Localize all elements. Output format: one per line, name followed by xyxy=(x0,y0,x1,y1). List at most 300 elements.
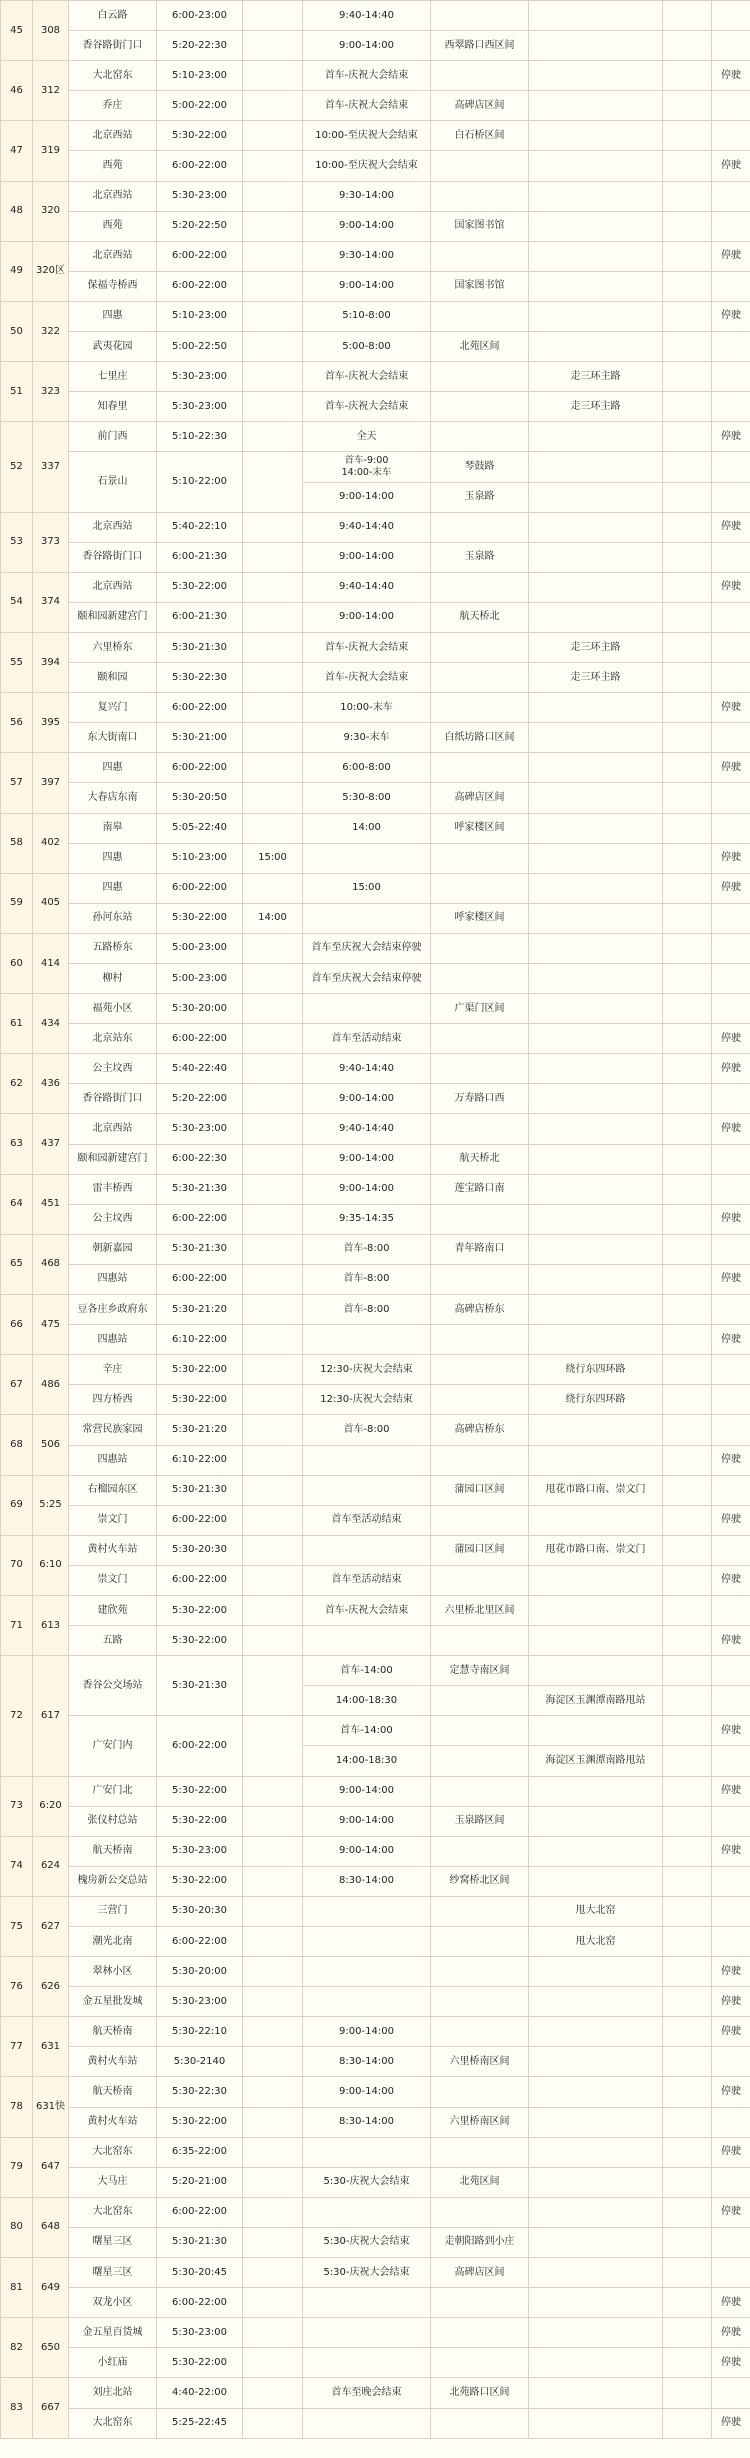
route-number: 436 xyxy=(33,1054,69,1114)
short-turn-range: 青年路南口 xyxy=(431,1234,529,1264)
pause-time xyxy=(243,1535,303,1565)
adjust-period: 5:30-庆祝大会结束 xyxy=(303,2258,431,2288)
detour-note xyxy=(529,873,663,903)
short-turn-range xyxy=(431,1264,529,1294)
detour-note xyxy=(529,753,663,783)
adjust-period: 9:00-14:00 xyxy=(303,542,431,572)
station-name: 六里桥东 xyxy=(69,632,157,662)
short-turn-range: 琴鼓路 xyxy=(431,452,529,482)
short-turn-range: 白石桥区间 xyxy=(431,121,529,151)
table-row xyxy=(1,994,750,1024)
detour-note xyxy=(529,2137,663,2167)
station-name: 广安门内 xyxy=(69,1716,157,1776)
station-name: 四方桥西 xyxy=(69,1385,157,1415)
suspend-flag: 停驶 xyxy=(712,2288,750,2318)
table-row xyxy=(1,2258,750,2288)
suspend-flag: 停驶 xyxy=(712,843,750,873)
blank-cell xyxy=(663,1806,712,1836)
short-turn-range: 万寿路口西 xyxy=(431,1084,529,1114)
short-turn-range xyxy=(431,1,529,31)
operating-hours: 6:35-22:00 xyxy=(157,2137,243,2167)
suspend-flag xyxy=(712,1295,750,1325)
pause-time xyxy=(243,2077,303,2107)
station-name: 知春里 xyxy=(69,392,157,422)
pause-time xyxy=(243,332,303,362)
table-body xyxy=(1,1,750,2439)
blank-cell xyxy=(663,1264,712,1294)
row-index: 47 xyxy=(1,121,33,181)
blank-cell xyxy=(663,1415,712,1445)
short-turn-range: 高碑店区间 xyxy=(431,783,529,813)
route-number: 624 xyxy=(33,1836,69,1896)
operating-hours: 6:00-22:00 xyxy=(157,753,243,783)
table-row xyxy=(1,753,750,783)
pause-time xyxy=(243,512,303,542)
table-row xyxy=(1,1806,750,1836)
blank-cell xyxy=(663,1776,712,1806)
short-turn-range xyxy=(431,572,529,602)
short-turn-range: 航天桥北 xyxy=(431,602,529,632)
suspend-flag xyxy=(712,632,750,662)
station-name: 西苑 xyxy=(69,211,157,241)
pause-time xyxy=(243,1716,303,1776)
adjust-period xyxy=(303,2348,431,2378)
station-name: 香谷路街门口 xyxy=(69,542,157,572)
short-turn-range xyxy=(431,362,529,392)
blank-cell xyxy=(663,873,712,903)
suspend-flag xyxy=(712,332,750,362)
blank-cell xyxy=(663,1866,712,1896)
blank-cell xyxy=(663,1295,712,1325)
short-turn-range: 六里桥北里区间 xyxy=(431,1595,529,1625)
operating-hours: 6:00-23:00 xyxy=(157,1,243,31)
operating-hours: 6:00-21:30 xyxy=(157,602,243,632)
row-index: 77 xyxy=(1,2017,33,2077)
table-row xyxy=(1,2107,750,2137)
detour-note: 绕行东四环路 xyxy=(529,1385,663,1415)
route-number: 475 xyxy=(33,1295,69,1355)
suspend-flag xyxy=(712,1535,750,1565)
operating-hours: 5:30-21:00 xyxy=(157,723,243,753)
station-name: 北京西站 xyxy=(69,572,157,602)
table-row xyxy=(1,542,750,572)
short-turn-range: 高碑店区间 xyxy=(431,2258,529,2288)
blank-cell xyxy=(663,602,712,632)
table-row xyxy=(1,2197,750,2227)
operating-hours: 5:20-22:30 xyxy=(157,31,243,61)
adjust-period xyxy=(303,2197,431,2227)
blank-cell xyxy=(663,241,712,271)
operating-hours: 5:30-21:30 xyxy=(157,2227,243,2257)
adjust-period: 9:00-14:00 xyxy=(303,2077,431,2107)
operating-hours: 6:00-22:00 xyxy=(157,1024,243,1054)
operating-hours: 6:10-22:00 xyxy=(157,1325,243,1355)
table-row xyxy=(1,392,750,422)
suspend-flag: 停驶 xyxy=(712,873,750,903)
short-turn-range: 白纸坊路口区间 xyxy=(431,723,529,753)
pause-time xyxy=(243,1987,303,2017)
detour-note: 走三环主路 xyxy=(529,362,663,392)
route-number: 631 xyxy=(33,2017,69,2077)
suspend-flag xyxy=(712,1595,750,1625)
blank-cell xyxy=(663,1325,712,1355)
operating-hours: 5:30-22:00 xyxy=(157,1626,243,1656)
operating-hours: 5:30-20:00 xyxy=(157,1957,243,1987)
station-name: 右榴园东区 xyxy=(69,1475,157,1505)
suspend-flag: 停驶 xyxy=(712,753,750,783)
blank-cell xyxy=(663,1716,712,1746)
short-turn-range xyxy=(431,2348,529,2378)
station-name: 复兴门 xyxy=(69,693,157,723)
operating-hours: 5:20-22:00 xyxy=(157,1084,243,1114)
adjust-period: 9:40-14:40 xyxy=(303,1,431,31)
detour-note xyxy=(529,422,663,452)
route-number: 6:20 xyxy=(33,1776,69,1836)
blank-cell xyxy=(663,1595,712,1625)
table-row xyxy=(1,1084,750,1114)
blank-cell xyxy=(663,2258,712,2288)
station-name: 四惠 xyxy=(69,301,157,331)
adjust-period: 首车-庆祝大会结束 xyxy=(303,663,431,693)
blank-cell xyxy=(663,452,712,482)
pause-time xyxy=(243,241,303,271)
row-index: 78 xyxy=(1,2077,33,2137)
suspend-flag xyxy=(712,211,750,241)
adjust-period: 5:30-庆祝大会结束 xyxy=(303,2227,431,2257)
blank-cell xyxy=(663,663,712,693)
table-row xyxy=(1,1024,750,1054)
operating-hours: 5:30-21:30 xyxy=(157,1234,243,1264)
blank-cell xyxy=(663,753,712,783)
row-index: 51 xyxy=(1,362,33,422)
short-turn-range: 六里桥南区间 xyxy=(431,2107,529,2137)
pause-time xyxy=(243,362,303,392)
blank-cell xyxy=(663,2227,712,2257)
short-turn-range: 定慧寺南区间 xyxy=(431,1656,529,1686)
detour-note: 甩大北窑 xyxy=(529,1896,663,1926)
adjust-period: 10:00-至庆祝大会结束 xyxy=(303,151,431,181)
suspend-flag xyxy=(712,271,750,301)
adjust-period: 首车-14:00 xyxy=(303,1716,431,1746)
table-row xyxy=(1,1234,750,1264)
short-turn-range xyxy=(431,964,529,994)
station-name: 颐和园新建宫门 xyxy=(69,1144,157,1174)
route-number: 312 xyxy=(33,61,69,121)
operating-hours: 5:00-23:00 xyxy=(157,964,243,994)
blank-cell xyxy=(663,2167,712,2197)
blank-cell xyxy=(663,1535,712,1565)
short-turn-range xyxy=(431,1505,529,1535)
suspend-flag xyxy=(712,1896,750,1926)
station-name: 公主坟西 xyxy=(69,1204,157,1234)
short-turn-range xyxy=(431,151,529,181)
adjust-period: 首车-8:00 xyxy=(303,1295,431,1325)
adjust-period: 首车-庆祝大会结束 xyxy=(303,632,431,662)
suspend-flag: 停驶 xyxy=(712,2348,750,2378)
route-number: 613 xyxy=(33,1595,69,1655)
row-index: 57 xyxy=(1,753,33,813)
adjust-period: 6:00-8:00 xyxy=(303,753,431,783)
detour-note xyxy=(529,91,663,121)
pause-time xyxy=(243,1295,303,1325)
row-index: 64 xyxy=(1,1174,33,1234)
row-index: 79 xyxy=(1,2137,33,2197)
station-name: 北京西站 xyxy=(69,121,157,151)
short-turn-range xyxy=(431,1355,529,1385)
pause-time xyxy=(243,2318,303,2348)
operating-hours: 5:30-23:00 xyxy=(157,362,243,392)
table-row xyxy=(1,1054,750,1084)
detour-note xyxy=(529,181,663,211)
adjust-period: 9:30-14:00 xyxy=(303,241,431,271)
blank-cell xyxy=(663,1746,712,1776)
short-turn-range: 北苑区间 xyxy=(431,332,529,362)
row-index: 75 xyxy=(1,1896,33,1956)
blank-cell xyxy=(663,31,712,61)
adjust-period: 首车-庆祝大会结束 xyxy=(303,362,431,392)
blank-cell xyxy=(663,1234,712,1264)
pause-time xyxy=(243,1084,303,1114)
station-name: 福苑小区 xyxy=(69,994,157,1024)
operating-hours: 5:25-22:45 xyxy=(157,2408,243,2438)
station-name: 大北窑东 xyxy=(69,2137,157,2167)
table-row xyxy=(1,1505,750,1535)
pause-time xyxy=(243,2107,303,2137)
route-number: 320 xyxy=(33,181,69,241)
adjust-period xyxy=(303,2408,431,2438)
detour-note xyxy=(529,332,663,362)
table-row xyxy=(1,301,750,331)
detour-note xyxy=(529,1716,663,1746)
short-turn-range xyxy=(431,693,529,723)
short-turn-range xyxy=(431,2318,529,2348)
adjust-period: 首车至庆祝大会结束停驶 xyxy=(303,933,431,963)
station-name: 北京西站 xyxy=(69,181,157,211)
blank-cell xyxy=(663,2408,712,2438)
pause-time xyxy=(243,452,303,512)
adjust-period xyxy=(303,1445,431,1475)
operating-hours: 5:10-23:00 xyxy=(157,61,243,91)
detour-note xyxy=(529,512,663,542)
detour-note xyxy=(529,1565,663,1595)
suspend-flag xyxy=(712,2107,750,2137)
table-row xyxy=(1,1385,750,1415)
blank-cell xyxy=(663,632,712,662)
table-row xyxy=(1,2288,750,2318)
table-row xyxy=(1,1626,750,1656)
detour-note xyxy=(529,542,663,572)
station-name: 张仪村总站 xyxy=(69,1806,157,1836)
blank-cell xyxy=(663,271,712,301)
detour-note xyxy=(529,572,663,602)
detour-note xyxy=(529,1204,663,1234)
station-name: 孙河东站 xyxy=(69,903,157,933)
adjust-period: 首车-8:00 xyxy=(303,1264,431,1294)
station-name: 保福寺桥西 xyxy=(69,271,157,301)
detour-note xyxy=(529,1987,663,2017)
suspend-flag xyxy=(712,1656,750,1686)
suspend-flag: 停驶 xyxy=(712,2137,750,2167)
pause-time xyxy=(243,2137,303,2167)
adjust-period: 首车-8:00 xyxy=(303,1234,431,1264)
blank-cell xyxy=(663,1204,712,1234)
operating-hours: 5:30-22:00 xyxy=(157,121,243,151)
adjust-period: 8:30-14:00 xyxy=(303,1866,431,1896)
short-turn-range: 呼家楼区间 xyxy=(431,813,529,843)
adjust-period xyxy=(303,843,431,873)
adjust-period: 首车-庆祝大会结束 xyxy=(303,1595,431,1625)
row-index: 46 xyxy=(1,61,33,121)
table-row xyxy=(1,181,750,211)
row-index: 55 xyxy=(1,632,33,692)
pause-time xyxy=(243,964,303,994)
pause-time xyxy=(243,1355,303,1385)
pause-time xyxy=(243,813,303,843)
suspend-flag xyxy=(712,91,750,121)
operating-hours: 5:30-23:00 xyxy=(157,1987,243,2017)
operating-hours: 6:00-22:00 xyxy=(157,271,243,301)
station-name: 双龙小区 xyxy=(69,2288,157,2318)
adjust-period: 9:00-14:00 xyxy=(303,1776,431,1806)
route-number: 414 xyxy=(33,933,69,993)
adjust-period: 9:00-14:00 xyxy=(303,482,431,512)
table-row xyxy=(1,1836,750,1866)
row-index: 72 xyxy=(1,1656,33,1776)
short-turn-range xyxy=(431,1836,529,1866)
blank-cell xyxy=(663,1084,712,1114)
pause-time xyxy=(243,422,303,452)
detour-note xyxy=(529,1084,663,1114)
suspend-flag xyxy=(712,783,750,813)
short-turn-range xyxy=(431,241,529,271)
short-turn-range xyxy=(431,1114,529,1144)
short-turn-range: 北苑区间 xyxy=(431,2167,529,2197)
route-number: 649 xyxy=(33,2258,69,2318)
pause-time xyxy=(243,1836,303,1866)
route-number: 308 xyxy=(33,1,69,61)
table-row xyxy=(1,783,750,813)
table-row xyxy=(1,663,750,693)
operating-hours: 6:00-22:00 xyxy=(157,1565,243,1595)
blank-cell xyxy=(663,1505,712,1535)
pause-time xyxy=(243,994,303,1024)
suspend-flag xyxy=(712,933,750,963)
suspend-flag xyxy=(712,1927,750,1957)
pause-time xyxy=(243,1445,303,1475)
pause-time xyxy=(243,1,303,31)
pause-time xyxy=(243,121,303,151)
blank-cell xyxy=(663,2107,712,2137)
row-index: 67 xyxy=(1,1355,33,1415)
pause-time xyxy=(243,2408,303,2438)
route-number: 617 xyxy=(33,1656,69,1776)
table-row xyxy=(1,1866,750,1896)
blank-cell xyxy=(663,1836,712,1866)
operating-hours: 5:30-22:00 xyxy=(157,903,243,933)
table-row xyxy=(1,332,750,362)
suspend-flag xyxy=(712,2378,750,2408)
station-name: 公主坟西 xyxy=(69,1054,157,1084)
route-number: 319 xyxy=(33,121,69,181)
detour-note xyxy=(529,121,663,151)
operating-hours: 6:10-22:00 xyxy=(157,1445,243,1475)
row-index: 60 xyxy=(1,933,33,993)
suspend-flag xyxy=(712,2047,750,2077)
adjust-period: 12:30-庆祝大会结束 xyxy=(303,1385,431,1415)
short-turn-range: 六里桥南区间 xyxy=(431,2047,529,2077)
short-turn-range xyxy=(431,1927,529,1957)
blank-cell xyxy=(663,2288,712,2318)
operating-hours: 5:10-23:00 xyxy=(157,301,243,331)
pause-time xyxy=(243,2227,303,2257)
short-turn-range xyxy=(431,753,529,783)
adjust-period: 9:00-14:00 xyxy=(303,602,431,632)
operating-hours: 5:30-22:00 xyxy=(157,2348,243,2378)
short-turn-range xyxy=(431,873,529,903)
detour-note xyxy=(529,1626,663,1656)
blank-cell xyxy=(663,332,712,362)
short-turn-range xyxy=(431,422,529,452)
blank-cell xyxy=(663,1896,712,1926)
suspend-flag: 停驶 xyxy=(712,572,750,602)
operating-hours: 5:30-20:30 xyxy=(157,1535,243,1565)
adjust-period xyxy=(303,2137,431,2167)
operating-hours: 5:30-22:00 xyxy=(157,1806,243,1836)
table-row xyxy=(1,241,750,271)
table-row xyxy=(1,1445,750,1475)
adjust-period: 8:30-14:00 xyxy=(303,2107,431,2137)
adjust-period xyxy=(303,1957,431,1987)
row-index: 80 xyxy=(1,2197,33,2257)
operating-hours: 5:30-23:00 xyxy=(157,392,243,422)
row-index: 56 xyxy=(1,693,33,753)
blank-cell xyxy=(663,783,712,813)
blank-cell xyxy=(663,2348,712,2378)
row-index: 61 xyxy=(1,994,33,1054)
blank-cell xyxy=(663,1475,712,1505)
short-turn-range: 莲宝路口南 xyxy=(431,1174,529,1204)
pause-time: 14:00 xyxy=(243,903,303,933)
station-name: 香谷路街门口 xyxy=(69,31,157,61)
suspend-flag xyxy=(712,362,750,392)
detour-note xyxy=(529,1234,663,1264)
row-index: 58 xyxy=(1,813,33,873)
adjust-period: 9:40-14:40 xyxy=(303,1114,431,1144)
blank-cell xyxy=(663,2318,712,2348)
row-index: 52 xyxy=(1,422,33,512)
detour-note xyxy=(529,241,663,271)
table-row xyxy=(1,61,750,91)
detour-note: 海淀区玉渊潭南路甩站 xyxy=(529,1686,663,1716)
operating-hours: 5:30-22:00 xyxy=(157,2107,243,2137)
blank-cell xyxy=(663,1656,712,1686)
pause-time xyxy=(243,1656,303,1716)
detour-note xyxy=(529,482,663,512)
detour-note xyxy=(529,2318,663,2348)
suspend-flag xyxy=(712,542,750,572)
station-name: 石景山 xyxy=(69,452,157,512)
operating-hours: 6:00-22:00 xyxy=(157,693,243,723)
table-row xyxy=(1,1927,750,1957)
table-row xyxy=(1,693,750,723)
station-name: 四惠站 xyxy=(69,1325,157,1355)
operating-hours: 5:30-23:00 xyxy=(157,1114,243,1144)
route-number: 405 xyxy=(33,873,69,933)
suspend-flag: 停驶 xyxy=(712,2197,750,2227)
operating-hours: 5:30-20:50 xyxy=(157,783,243,813)
operating-hours: 5:10-22:30 xyxy=(157,422,243,452)
detour-note xyxy=(529,1325,663,1355)
